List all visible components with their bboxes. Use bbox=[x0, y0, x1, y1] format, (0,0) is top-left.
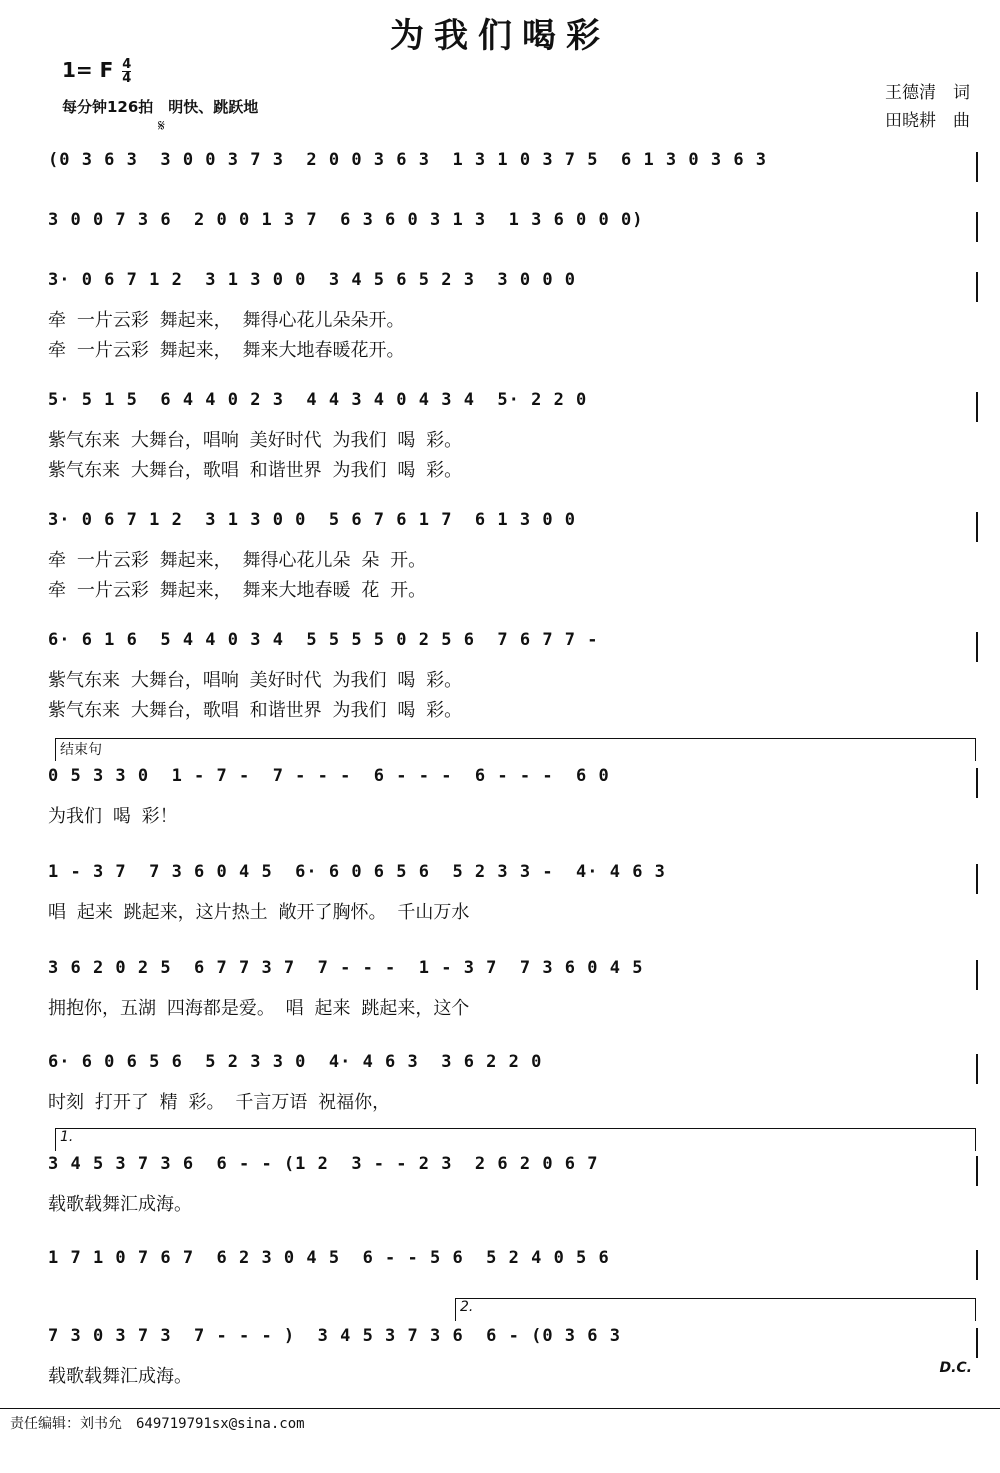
notation-line: 3 4 5 3 7 3 6 6 - - (1 2 3 - - 2 3 2 6 2 0 6 7 bbox=[48, 1154, 599, 1174]
lyric-line: 载歌载舞汇成海。 bbox=[48, 1194, 192, 1215]
barline bbox=[976, 1250, 978, 1280]
volta-2-bracket: 2. bbox=[455, 1298, 976, 1321]
notation-line: 3 0 0 7 3 6 2 0 0 1 3 7 6 3 6 0 3 1 3 1 3 6 0 0 0) bbox=[48, 210, 644, 230]
notation-row bbox=[48, 862, 978, 892]
lyric-line: 牵 一片云彩 舞起来， 舞得心花儿朵 朵 开。 bbox=[48, 550, 427, 571]
notation-line: 7 3 0 3 7 3 7 - - - ) 3 4 5 3 7 3 6 6 - (0 3 6 3 bbox=[48, 1326, 621, 1346]
notation-row bbox=[48, 390, 978, 420]
notation-line: 1 - 3 7 7 3 6 0 4 5 6· 6 0 6 5 6 5 2 3 3 - 4· 4 6 3 bbox=[48, 862, 666, 882]
lyric-line: 拥抱你，五湖 四海都是爱。 唱 起来 跳起来，这个 bbox=[48, 998, 470, 1019]
notation-line: (0 3 6 3 3 0 0 3 7 3 2 0 0 3 6 3 1 3 1 0 3 7 5 6 1 3 0 3 6 3 bbox=[48, 150, 768, 170]
notation-row bbox=[48, 630, 978, 660]
barline bbox=[976, 768, 978, 798]
key-signature: 1= F $\frac{4}{4}$ bbox=[62, 57, 132, 86]
notation-line: 6· 6 0 6 5 6 5 2 3 3 0 4· 4 6 3 3 6 2 2 0 bbox=[48, 1052, 543, 1072]
notation-row bbox=[48, 270, 978, 300]
lyric-line: 紫气东来 大舞台，歌唱 和谐世界 为我们 喝 彩。 bbox=[48, 460, 463, 481]
lyric-line: 牵 一片云彩 舞起来， 舞得心花儿朵朵开。 bbox=[48, 310, 405, 331]
notation-line: 1 7 1 0 7 6 7 6 2 3 0 4 5 6 - - 5 6 5 2 4 0 5 6 bbox=[48, 1248, 610, 1268]
barline bbox=[976, 864, 978, 894]
notation-row bbox=[48, 1248, 978, 1278]
notation-line: 3· 0 6 7 1 2 3 1 3 0 0 5 6 7 6 1 7 6 1 3 0 0 bbox=[48, 510, 577, 530]
lyricist-credit: 王德清 词 bbox=[885, 83, 970, 103]
lyric-line: 时刻 打开了 精 彩。 千言万语 祝福你， bbox=[48, 1092, 391, 1113]
composer-credit: 田晓耕 曲 bbox=[885, 111, 970, 131]
notation-row bbox=[48, 766, 978, 796]
barline bbox=[976, 960, 978, 990]
notation-line: 3· 0 6 7 1 2 3 1 3 0 0 3 4 5 6 5 2 3 3 0 0 0 bbox=[48, 270, 577, 290]
barline bbox=[976, 1054, 978, 1084]
editor-footer: 责任编辑：刘书允 649719791sx@sina.com bbox=[0, 1408, 1000, 1437]
barline bbox=[976, 272, 978, 302]
lyric-line: 牵 一片云彩 舞起来， 舞来大地春暖花开。 bbox=[48, 340, 405, 361]
barline bbox=[976, 152, 978, 182]
notation-row bbox=[48, 510, 978, 540]
time-signature: $\frac{4}{4}$ bbox=[122, 57, 132, 86]
lyric-line: 唱 起来 跳起来，这片热土 敞开了胸怀。 千山万水 bbox=[48, 902, 470, 923]
notation-row bbox=[48, 150, 978, 180]
notation-line: 3 6 2 0 2 5 6 7 7 3 7 7 - - - 1 - 3 7 7 3 6 0 4 5 bbox=[48, 958, 644, 978]
notation-row bbox=[48, 1154, 978, 1184]
barline bbox=[976, 512, 978, 542]
tempo-marking: 每分钟126拍 明快、跳跃地 bbox=[62, 98, 259, 116]
barline bbox=[976, 1156, 978, 1186]
notation-row bbox=[48, 1052, 978, 1082]
notation-line: 0 5 3 3 0 1 - 7 - 7 - - - 6 - - - 6 - - - 6 0 bbox=[48, 766, 610, 786]
lyric-line: 紫气东来 大舞台，唱响 美好时代 为我们 喝 彩。 bbox=[48, 430, 463, 451]
notation-line: 5· 5 1 5 6 4 4 0 2 3 4 4 3 4 0 4 3 4 5· 2 2 0 bbox=[48, 390, 588, 410]
page-title: 为我们喝彩 bbox=[390, 16, 610, 56]
lyric-line: 紫气东来 大舞台，唱响 美好时代 为我们 喝 彩。 bbox=[48, 670, 463, 691]
notation-row bbox=[48, 958, 978, 988]
barline bbox=[976, 632, 978, 662]
barline bbox=[976, 392, 978, 422]
segno-icon: 𝄋 bbox=[158, 116, 165, 135]
notation-row bbox=[48, 210, 978, 240]
notation-line: 6· 6 1 6 5 4 4 0 3 4 5 5 5 5 0 2 5 6 7 6 7 7 - bbox=[48, 630, 599, 650]
dc-marking: D.C. bbox=[939, 1360, 972, 1376]
barline bbox=[976, 1328, 978, 1358]
notation-row bbox=[48, 1326, 978, 1356]
lyric-line: 为我们 喝 彩！ bbox=[48, 806, 178, 827]
ending-bracket: 结束句 bbox=[55, 738, 976, 761]
lyric-line: 牵 一片云彩 舞起来， 舞来大地春暖 花 开。 bbox=[48, 580, 427, 601]
lyric-line: 载歌载舞汇成海。 bbox=[48, 1366, 192, 1387]
lyric-line: 紫气东来 大舞台，歌唱 和谐世界 为我们 喝 彩。 bbox=[48, 700, 463, 721]
barline bbox=[976, 212, 978, 242]
volta-1-bracket: 1. bbox=[55, 1128, 976, 1151]
